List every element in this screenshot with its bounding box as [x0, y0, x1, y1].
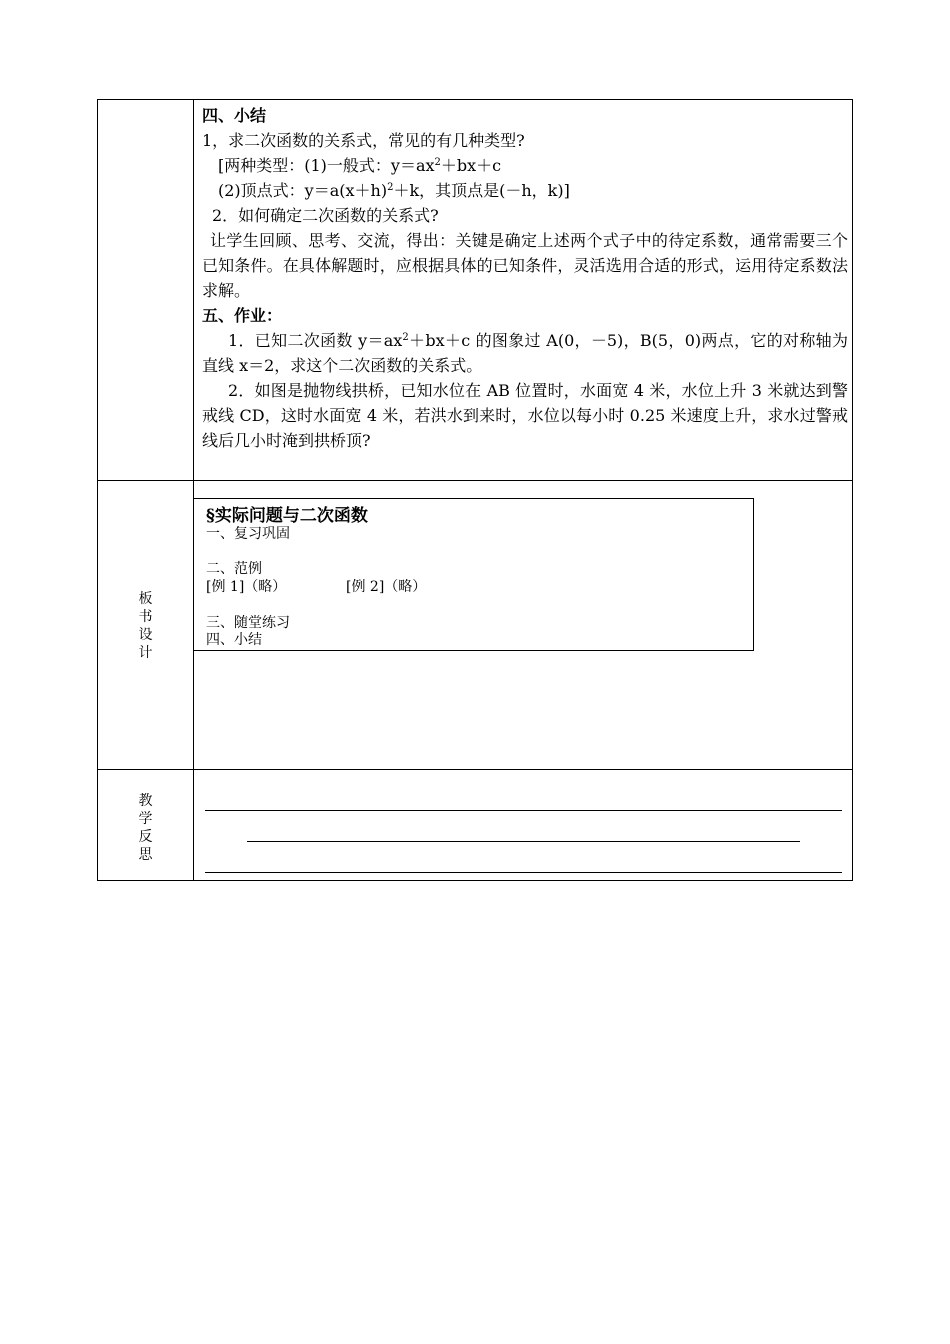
board-design-label: 板 书 设 计 [138, 591, 153, 661]
summary-type-2: (2)顶点式：$y=a(x+h)^2+k$，其顶点是(－h，k)] [218, 181, 570, 200]
summary-homework-cell [202, 103, 848, 453]
summary-question-1: 1，求二次函数的关系式，常见的有几种类型? [202, 131, 525, 150]
board-design-box [193, 498, 754, 651]
row-divider-2 [98, 769, 852, 770]
summary-heading: 四、小结 [202, 106, 267, 125]
homework-heading: 五、作业： [202, 306, 283, 325]
reflection-label: 教 学 反 思 [138, 793, 153, 863]
reflection-line-1 [205, 810, 842, 811]
reflection-line-3 [205, 872, 842, 873]
board-line-example-1: [例 1]（略） [206, 579, 287, 595]
board-line-example-2: [例 2]（略） [346, 579, 427, 595]
homework-item-1: 1．已知二次函数 $y=ax^2+bx+c$ 的图象过 A(0，－5)，B(5，0)两点，它的对称轴为直线 x＝2，求这个二次函数的关系式。 [202, 331, 848, 375]
board-line-practice: 三、随堂练习 [206, 615, 290, 631]
row-divider-1 [98, 480, 852, 481]
lesson-table [97, 99, 853, 881]
summary-type-1: [两种类型：(1)一般式：$y=ax^2+bx+c$ [218, 156, 502, 175]
summary-question-2: 2．如何确定二次函数的关系式? [212, 206, 439, 225]
column-divider [193, 100, 194, 880]
board-line-summary: 四、小结 [206, 632, 262, 648]
board-design-title: §实际问题与二次函数 [206, 506, 368, 526]
board-line-examples: 二、范例 [206, 561, 262, 577]
reflection-line-2 [247, 841, 800, 842]
board-line-review: 一、复习巩固 [206, 526, 290, 542]
homework-item-2: 2．如图是抛物线拱桥，已知水位在 AB 位置时，水面宽 4 米，水位上升 3 米就达到警戒线 CD，这时水面宽 4 米，若洪水到来时，水位以每小时 0.25 米速度上升，求水过警戒线后几小时淹到拱桥顶? [202, 381, 848, 450]
summary-answer: 让学生回顾、思考、交流，得出：关键是确定上述两个式子中的待定系数，通常需要三个已知条件。在具体解题时，应根据具体的已知条件，灵活选用合适的形式，运用待定系数法求解。 [202, 231, 848, 300]
